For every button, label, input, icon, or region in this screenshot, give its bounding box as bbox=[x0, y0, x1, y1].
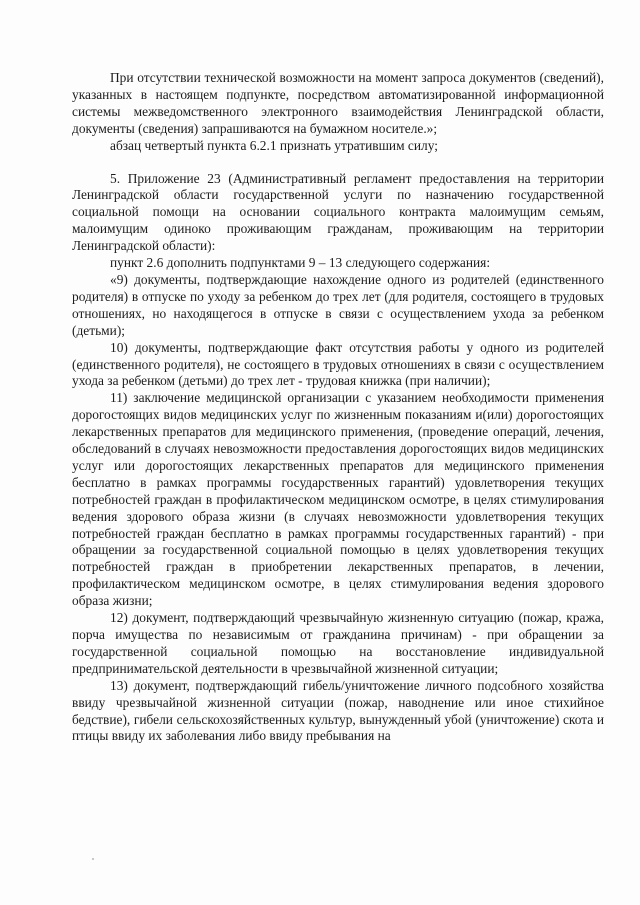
paragraph-punkt-2-6: пункт 2.6 дополнить подпунктами 9 – 13 следующего содержания: bbox=[110, 255, 491, 271]
paragraph-item-11: 11) заключение медицинской организации с указанием необходимости применения дорогостоящих видов медицинских услуг по жизненным показаниям и(или) дорогостоящих лекарственных препаратов для медицинского применения, (проведение операций, лечения, обследований в случаях невозможности предоставления дорогостоящих видов медицинских услуг или дорогостоящих лекарственных препаратов для медицинского применения бесплатно в рамках программы государственных гарантий) удовлетворения текущих потребностей граждан в профилактическом медицинском осмотре, в целях стимулирования ведения здорового образа жизни (в случаях невозможности удовлетворения текущих потребностей граждан бесплатно в рамках программы государственных гарантий) - при обращении за государственной социальной помощью в целях удовлетворения текущих потребностей граждан в приобретении лекарственных препаратов, в лечении, профилактическом медицинском осмотре, в целях стимулирования ведения здорового образа жизни; bbox=[72, 390, 604, 609]
paragraph-item-12: 12) документ, подтверждающий чрезвычайную жизненную ситуацию (пожар, кража, порча имущества по независимым от гражданина причинам) - при обращении за государственной социальной помощью на восстановление индивидуальной предпринимательской деятельности в чрезвычайной жизненной ситуации; bbox=[72, 610, 604, 676]
paragraph-item-10: 10) документы, подтверждающие факт отсутствия работы у одного из родителей (единственного родителя), не состоящего в трудовых отношениях в связи с осуществлением ухода за ребенком (детьми) до трех лет - трудовая книжка (при наличии); bbox=[72, 339, 604, 389]
paragraph-abzac-invalid: абзац четвертый пункта 6.2.1 признать утратившим силу; bbox=[110, 137, 438, 153]
paragraph-appendix-23: 5. Приложение 23 (Административный регламент предоставления на территории Ленинградской области государственной услуги по назначению государственной социальной помощи на основании социального контракта малоимущим семьям, малоимущим одиноко проживающим гражданам, проживающим на территории Ленинградской области): bbox=[72, 170, 604, 254]
paragraph-item-9: «9) документы, подтверждающие нахождение одного из родителей (единственного родителя) в отпуске по уходу за ребенком до трех лет (для родителя, состоящего в трудовых отношениях, но находящегося в отпуске в связи с осуществлением ухода за ребенком (детьми); bbox=[72, 271, 604, 338]
document-body bbox=[72, 70, 604, 745]
scan-speck bbox=[92, 858, 94, 860]
paragraph-no-tech-possibility: При отсутствии технической возможности на момент запроса документов (сведений), указанных в настоящем подпункте, посредством автоматизированной информационной системы межведомственного электронного взаимодействия Ленинградской области, документы (сведения) запрашиваются на бумажном носителе.»; bbox=[72, 70, 604, 136]
paragraph-item-13: 13) документ, подтверждающий гибель/уничтожение личного подсобного хозяйства ввиду чрезвычайной жизненной ситуации (пожар, наводнение или иное стихийное бедствие), гибели сельскохозяйственных культур, вынужденный убой (уничтожение) скота и птицы ввиду их заболевания либо ввиду пребывания на bbox=[72, 677, 604, 744]
